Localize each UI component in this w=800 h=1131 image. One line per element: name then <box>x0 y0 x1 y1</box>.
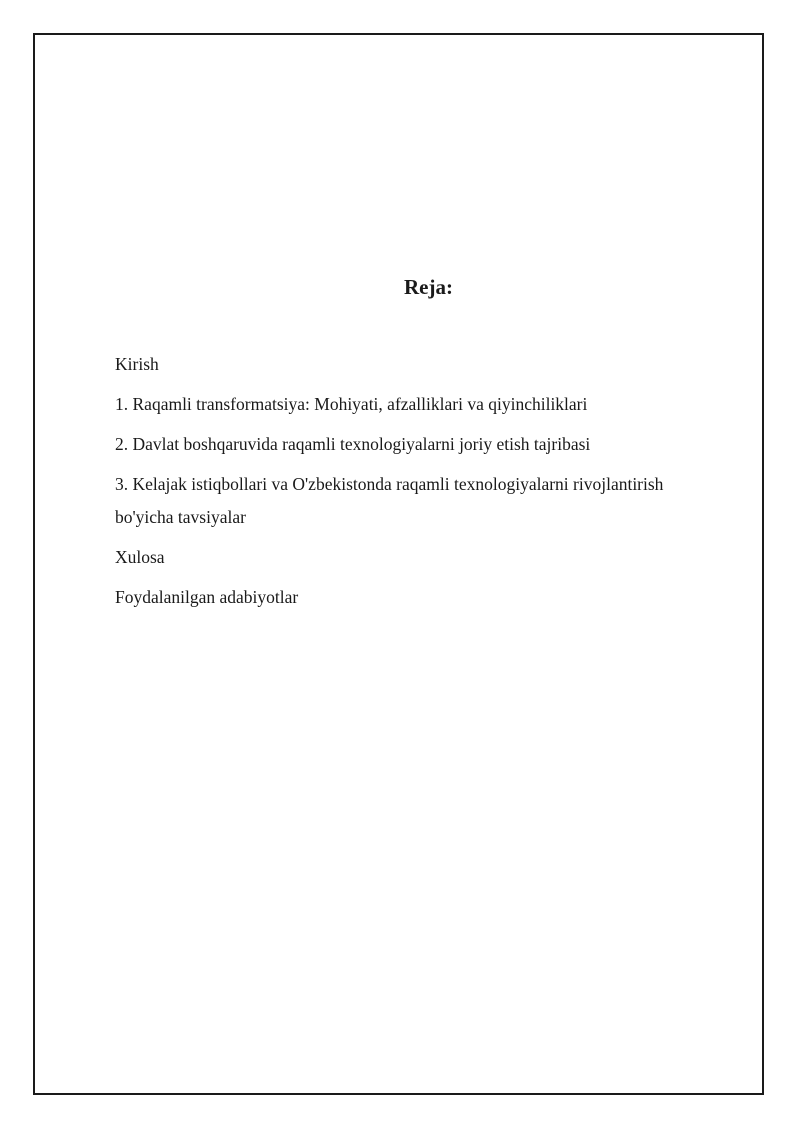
plan-item-introduction: Kirish <box>115 354 159 374</box>
plan-item-chapter-2: 2. Davlat boshqaruvida raqamli texnologiyalarni joriy etish tajribasi <box>115 434 591 454</box>
plan-item-references: Foydalanilgan adabiyotlar <box>115 587 299 607</box>
plan-item-conclusion: Xulosa <box>115 547 165 567</box>
plan-item-chapter-1: 1. Raqamli transformatsiya: Mohiyati, afzalliklari va qiyinchiliklari <box>115 394 588 414</box>
plan-item-chapter-3: 3. Kelajak istiqbollari va O'zbekistonda raqamli texnologiyalarni rivojlantirish bo'yicha tavsiyalar <box>115 474 664 527</box>
page-title: Reja: <box>404 275 453 299</box>
plan-list <box>115 348 715 621</box>
